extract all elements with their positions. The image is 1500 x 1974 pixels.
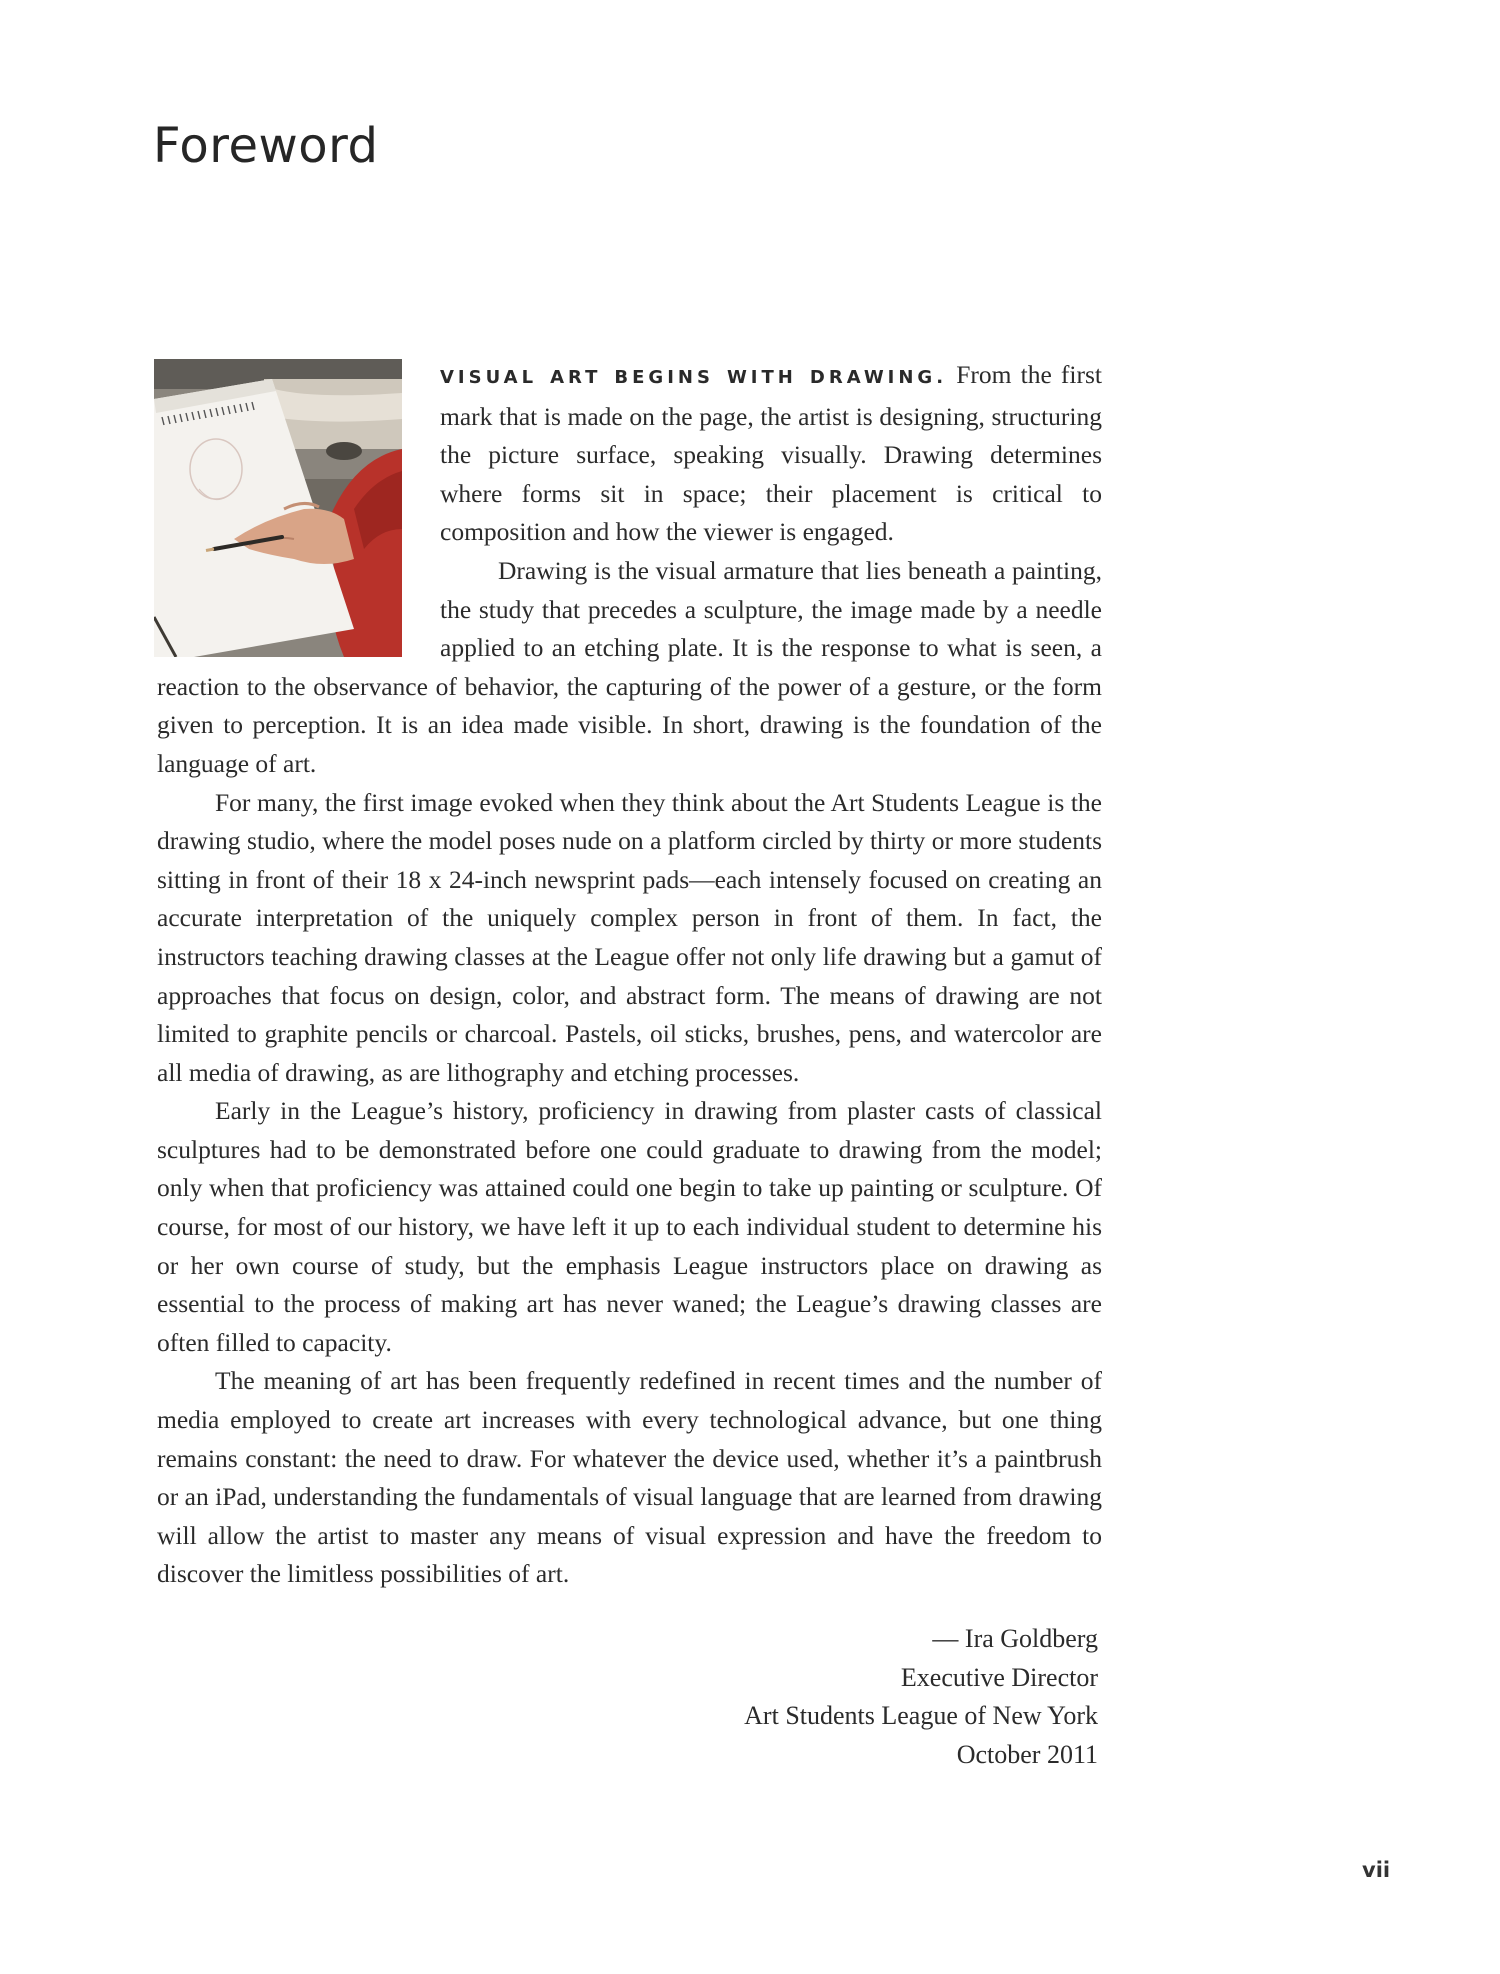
signature-date: October 2011 — [956, 1739, 1098, 1769]
page-number: vii — [1362, 1858, 1391, 1882]
foreword-body — [157, 356, 1102, 1594]
drawing-hand-illustration — [154, 359, 402, 657]
paragraph-4: Early in the League’s history, proficiency in drawing from plaster casts of classical sculptures had to be demonstrated before one could graduate to drawing from the model; only when that proficiency was attained could one begin to take up painting or sculpture. Of course, for most of our history, we have left it up to each individual student to determine his or her own course of study, but the emphasis League instructors place on drawing as essential to the process of making art has never waned; the League’s drawing classes are often filled to capacity. — [157, 1096, 1102, 1357]
signature-block — [744, 1620, 1098, 1774]
paragraph-3: For many, the first image evoked when they think about the Art Students League is the drawing studio, where the model poses nude on a platform circled by thirty or more students sitting in front of their 18 x 24-inch newsprint pads—each intensely focused on creating an accurate interpretation of the uniquely complex person in front of them. In fact, the instructors teaching drawing classes at the League offer not only life drawing but a gamut of approaches that focus on design, color, and abstract form. The means of drawing are not limited to graphite pencils or charcoal. Pastels, oil sticks, brushes, pens, and watercolor are all media of drawing, as are lithography and etching processes. — [157, 787, 1102, 1087]
paragraph-2: Drawing is the visual armature that lies beneath a painting, the study that precedes a sculpture, the image made by a needle applied to an etching plate. It is the response to what is seen, a reaction to the observance of behavior, the capturing of the power of a gesture, or the form given to perception. It is an idea made visible. In short, drawing is the foundation of the language of art. — [157, 555, 1102, 778]
signature-name: — Ira Goldberg — [932, 1624, 1098, 1653]
drawing-hand-photo — [154, 359, 402, 657]
lead-in: VISUAL ART BEGINS WITH DRAWING. — [440, 367, 948, 388]
paragraph-1-text: From the first mark that is made on the page, the artist is designing, structuring the picture surface, speaking visually. Drawing determines where forms sit in space; their placement is critical to composition and how the viewer is engaged. — [440, 360, 1102, 547]
signature-title: Executive Director — [900, 1662, 1098, 1692]
paragraph-5: The meaning of art has been frequently redefined in recent times and the number of media employed to create art increases with every technological advance, but one thing remains constant: the need to draw. For whatever the device used, whether it’s a paintbrush or an iPad, understanding the fundamentals of visual language that are learned from drawing will allow the artist to master any means of visual expression and have the freedom to discover the limitless possibilities of art. — [157, 1366, 1102, 1589]
page-title: Foreword — [153, 118, 379, 174]
signature-organization: Art Students League of New York — [744, 1701, 1098, 1730]
